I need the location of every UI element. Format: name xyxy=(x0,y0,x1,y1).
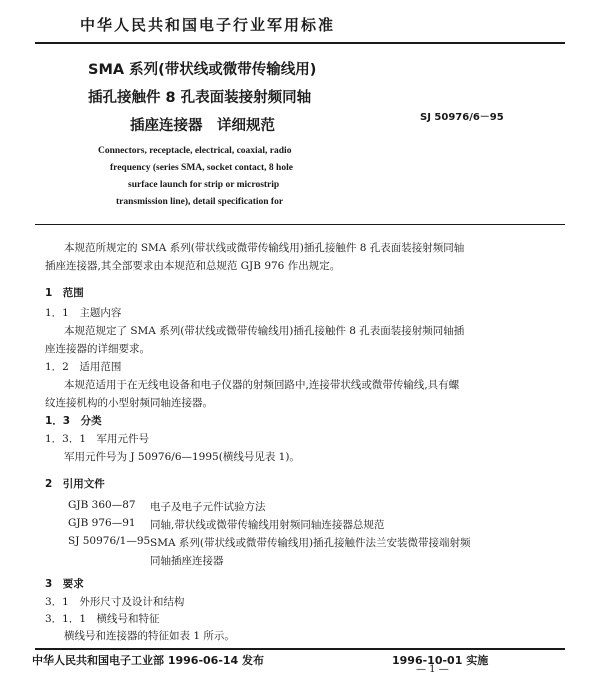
section-1-1-heading: 1．1 主题内容 xyxy=(45,307,122,319)
title-divider xyxy=(35,224,565,225)
reference-code: GJB 976—91 xyxy=(68,517,136,529)
section-3-1-heading: 3．1 外形尺寸及设计和结构 xyxy=(45,596,185,608)
reference-title: SMA 系列(带状线或微带传输线用)插孔接触件法兰安装微带接端射频 xyxy=(150,537,471,549)
document-number: SJ 50976/6－95 xyxy=(420,112,504,123)
english-title-line-3: surface launch for strip or microstrip xyxy=(128,180,280,190)
issue-date: 中华人民共和国电子工业部 1996-06-14 发布 xyxy=(32,654,265,667)
header-rule xyxy=(35,42,565,44)
effective-date: 1996-10-01 实施 xyxy=(392,654,489,667)
page-number: — 1 — xyxy=(416,664,449,675)
footer-rule xyxy=(35,648,565,650)
section-1-1-body-line-2: 座连接器的详细要求。 xyxy=(45,343,150,355)
english-title-line-2: frequency (series SMA, socket contact, 8 hole xyxy=(110,163,293,173)
header-title: 中华人民共和国电子行业军用标准 xyxy=(80,16,336,34)
reference-title: 电子及电子元件试验方法 xyxy=(150,501,266,513)
section-1-2-heading: 1．2 适用范围 xyxy=(45,361,122,373)
english-title-line-1: Connectors, receptacle, electrical, coaxial, radio xyxy=(98,146,292,156)
title-line-2: 插孔接触件 8 孔表面装接射频同轴 xyxy=(88,90,312,106)
intro-line-1: 本规范所规定的 SMA 系列(带状线或微带传输线用)插孔接触件 8 孔表面装接射频同轴 xyxy=(64,242,465,254)
section-1-1-body-line-1: 本规范规定了 SMA 系列(带状线或微带传输线用)插孔接触件 8 孔表面装接射频同轴插 xyxy=(64,325,465,337)
section-3-1-1-heading: 3．1．1 横线号和特征 xyxy=(45,613,160,625)
intro-line-2: 插座连接器,其全部要求由本规范和总规范 GJB 976 作出规定。 xyxy=(45,260,341,272)
reference-code: GJB 360—87 xyxy=(68,499,136,511)
reference-title: 同轴,带状线或微带传输线用射频同轴连接器总规范 xyxy=(150,519,385,531)
section-1-3-heading: 1．3 分类 xyxy=(45,415,102,427)
title-line-1: SMA 系列(带状线或微带传输线用) xyxy=(88,62,317,78)
section-1-heading: 1 范围 xyxy=(45,287,84,299)
english-title-line-4: transmission line), detail specification for xyxy=(116,197,284,207)
reference-code: SJ 50976/1—95 xyxy=(68,535,151,547)
section-3-1-1-body: 横线号和连接器的特征如表 1 所示。 xyxy=(64,630,235,642)
section-2-heading: 2 引用文件 xyxy=(45,478,105,490)
reference-title-continued: 同轴插座连接器 xyxy=(150,555,224,567)
section-1-3-1-heading: 1．3．1 军用元件号 xyxy=(45,433,150,445)
section-1-3-1-body: 军用元件号为 J 50976/6—1995(横线号见表 1)。 xyxy=(64,451,300,463)
title-line-3: 插座连接器 详细规范 xyxy=(130,118,275,134)
section-3-heading: 3 要求 xyxy=(45,578,84,590)
section-1-2-body-line-1: 本规范适用于在无线电设备和电子仪器的射频回路中,连接带状线或微带传输线,具有螺 xyxy=(64,379,460,391)
section-1-2-body-line-2: 纹连接机构的小型射频同轴连接器。 xyxy=(45,397,213,409)
